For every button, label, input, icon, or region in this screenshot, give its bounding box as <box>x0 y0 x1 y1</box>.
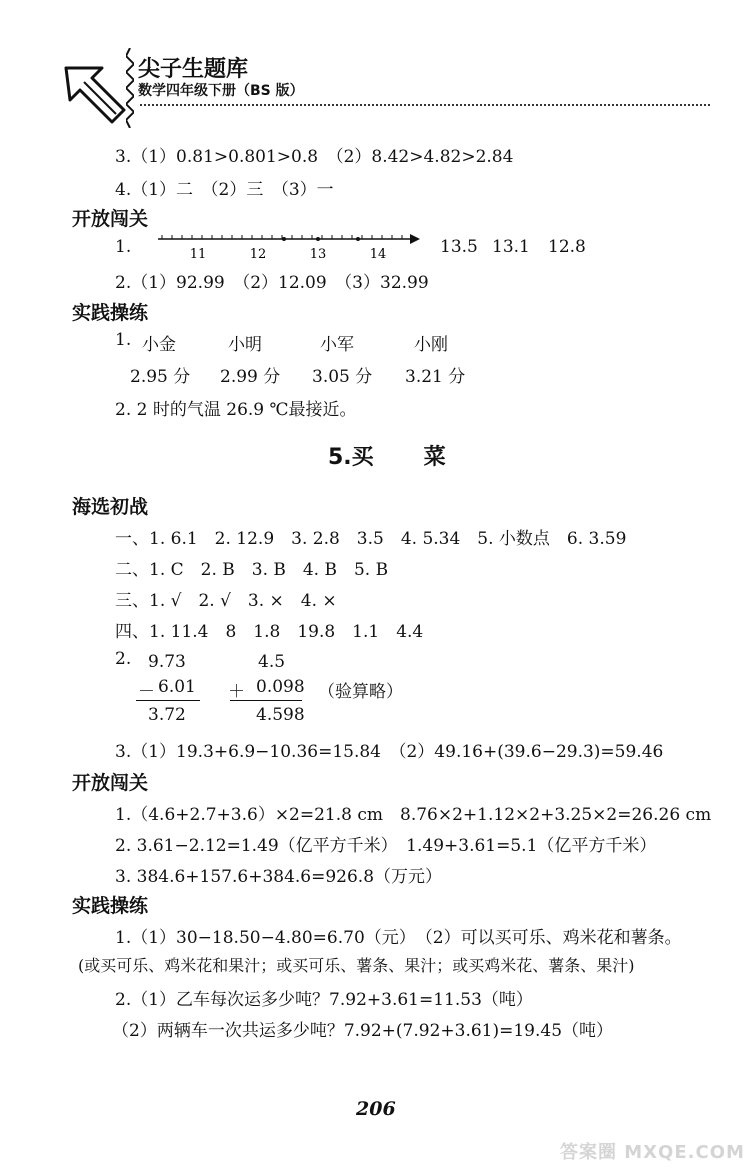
calc-b-rule <box>230 700 302 701</box>
calc-note: （验算略） <box>318 682 403 702</box>
numberline-answer: 13.1 <box>492 237 530 257</box>
section-heading-shijian-2: 实践操练 <box>72 895 149 917</box>
calc-b-top: 4.5 <box>258 652 286 672</box>
practice-score: 2.99 分 <box>220 367 281 387</box>
kaifang2-line-2: 2. 3.61−2.12=1.49（亿平方千米） 1.49+3.61=5.1（亿平方千米） <box>115 836 657 856</box>
practice-score: 3.21 分 <box>405 367 466 387</box>
calc-b-bottom: 0.098 <box>256 677 305 697</box>
answer-line-3-expr: 3.（1）19.3+6.9−10.36=15.84 （2）49.16+(39.6−29.3)=59.46 <box>115 742 664 762</box>
practice-name: 小刚 <box>414 335 448 355</box>
practice-prefix: 1. <box>115 330 132 350</box>
numberline-answer: 13.5 <box>440 237 478 257</box>
practice-line-2: 2. 2 时的气温 26.9 ℃最接近。 <box>115 400 357 420</box>
header-subtitle: 数学四年级下册（BS 版） <box>138 83 304 99</box>
number-line <box>158 228 420 264</box>
calc-a-top: 9.73 <box>148 652 186 672</box>
lesson-title-part: 5.买 <box>328 445 374 470</box>
haixuan-line-2: 二、1. C 2. B 3. B 4. B 5. B <box>115 560 389 580</box>
calc-b-op: ＋ <box>228 682 245 702</box>
calc-b-result: 4.598 <box>256 705 305 725</box>
calc-prefix: 2. <box>115 649 132 669</box>
shijian2-line-1: 1.（1）30−18.50−4.80=6.70（元） （2）可以买可乐、鸡米花和薯条。 <box>115 928 682 948</box>
shijian2-line-4: （2）两辆车一次共运多少吨？7.92+(7.92+3.61)=19.45（吨） <box>112 1021 614 1041</box>
lesson-title-part: 菜 <box>423 445 446 470</box>
header-dotted-rule <box>140 104 710 106</box>
practice-score: 2.95 分 <box>130 367 191 387</box>
numberline-prefix: 1. <box>115 237 132 257</box>
calc-a-op: － <box>138 682 155 702</box>
practice-name: 小军 <box>320 335 354 355</box>
arrow-logo-icon <box>62 60 128 128</box>
shijian2-line-2: (或买可乐、鸡米花和果汁；或买可乐、薯条、果汁；或买鸡米花、薯条、果汁) <box>78 956 635 975</box>
tick-label: 14 <box>369 247 387 262</box>
kaifang2-line-3: 3. 384.6+157.6+384.6=926.8（万元） <box>115 867 443 887</box>
shijian2-line-3: 2.（1）乙车每次运多少吨？7.92+3.61=11.53（吨） <box>115 990 533 1010</box>
zigzag-divider-icon <box>126 48 134 128</box>
section-heading-kaifang-2: 开放闯关 <box>72 772 149 794</box>
kaifang2-line-1: 1.（4.6+2.7+3.6）×2=21.8 cm 8.76×2+1.12×2+3.25×2=26.26 cm <box>115 805 712 825</box>
tick-label: 13 <box>309 247 327 262</box>
watermark: 答案圈 MXQE.COM <box>560 1142 745 1163</box>
haixuan-line-4: 四、1. 11.4 8 1.8 19.8 1.1 4.4 <box>115 622 424 642</box>
header-brand: 尖子生题库 <box>138 57 249 82</box>
lesson-title <box>328 440 446 471</box>
haixuan-line-1: 一、1. 6.1 2. 12.9 3. 2.8 3.5 4. 5.34 5. 小数点 6. 3.59 <box>115 529 627 549</box>
tick-label: 12 <box>249 247 267 262</box>
tick-label: 11 <box>189 247 207 262</box>
answer-line-3: 3.（1）0.81>0.801>0.8 （2）8.42>4.82>2.84 <box>115 147 514 167</box>
answer-line-4: 4.（1）二 （2）三 （3）一 <box>115 180 334 200</box>
section-heading-kaifang: 开放闯关 <box>72 208 149 230</box>
calc-a-bottom: 6.01 <box>158 677 196 697</box>
calc-a-result: 3.72 <box>148 705 186 725</box>
numberline-answer: 12.8 <box>548 237 586 257</box>
practice-name: 小明 <box>228 335 262 355</box>
page-number: 206 <box>356 1098 396 1120</box>
haixuan-line-3: 三、1. √ 2. √ 3. × 4. × <box>115 591 337 611</box>
practice-name: 小金 <box>142 335 176 355</box>
section-heading-shijian: 实践操练 <box>72 302 149 324</box>
practice-score: 3.05 分 <box>312 367 373 387</box>
section-heading-haixuan: 海选初战 <box>72 496 149 518</box>
calc-a-rule <box>136 700 200 701</box>
answer-line-k1-2: 2.（1）92.99 （2）12.09 （3）32.99 <box>115 273 429 293</box>
